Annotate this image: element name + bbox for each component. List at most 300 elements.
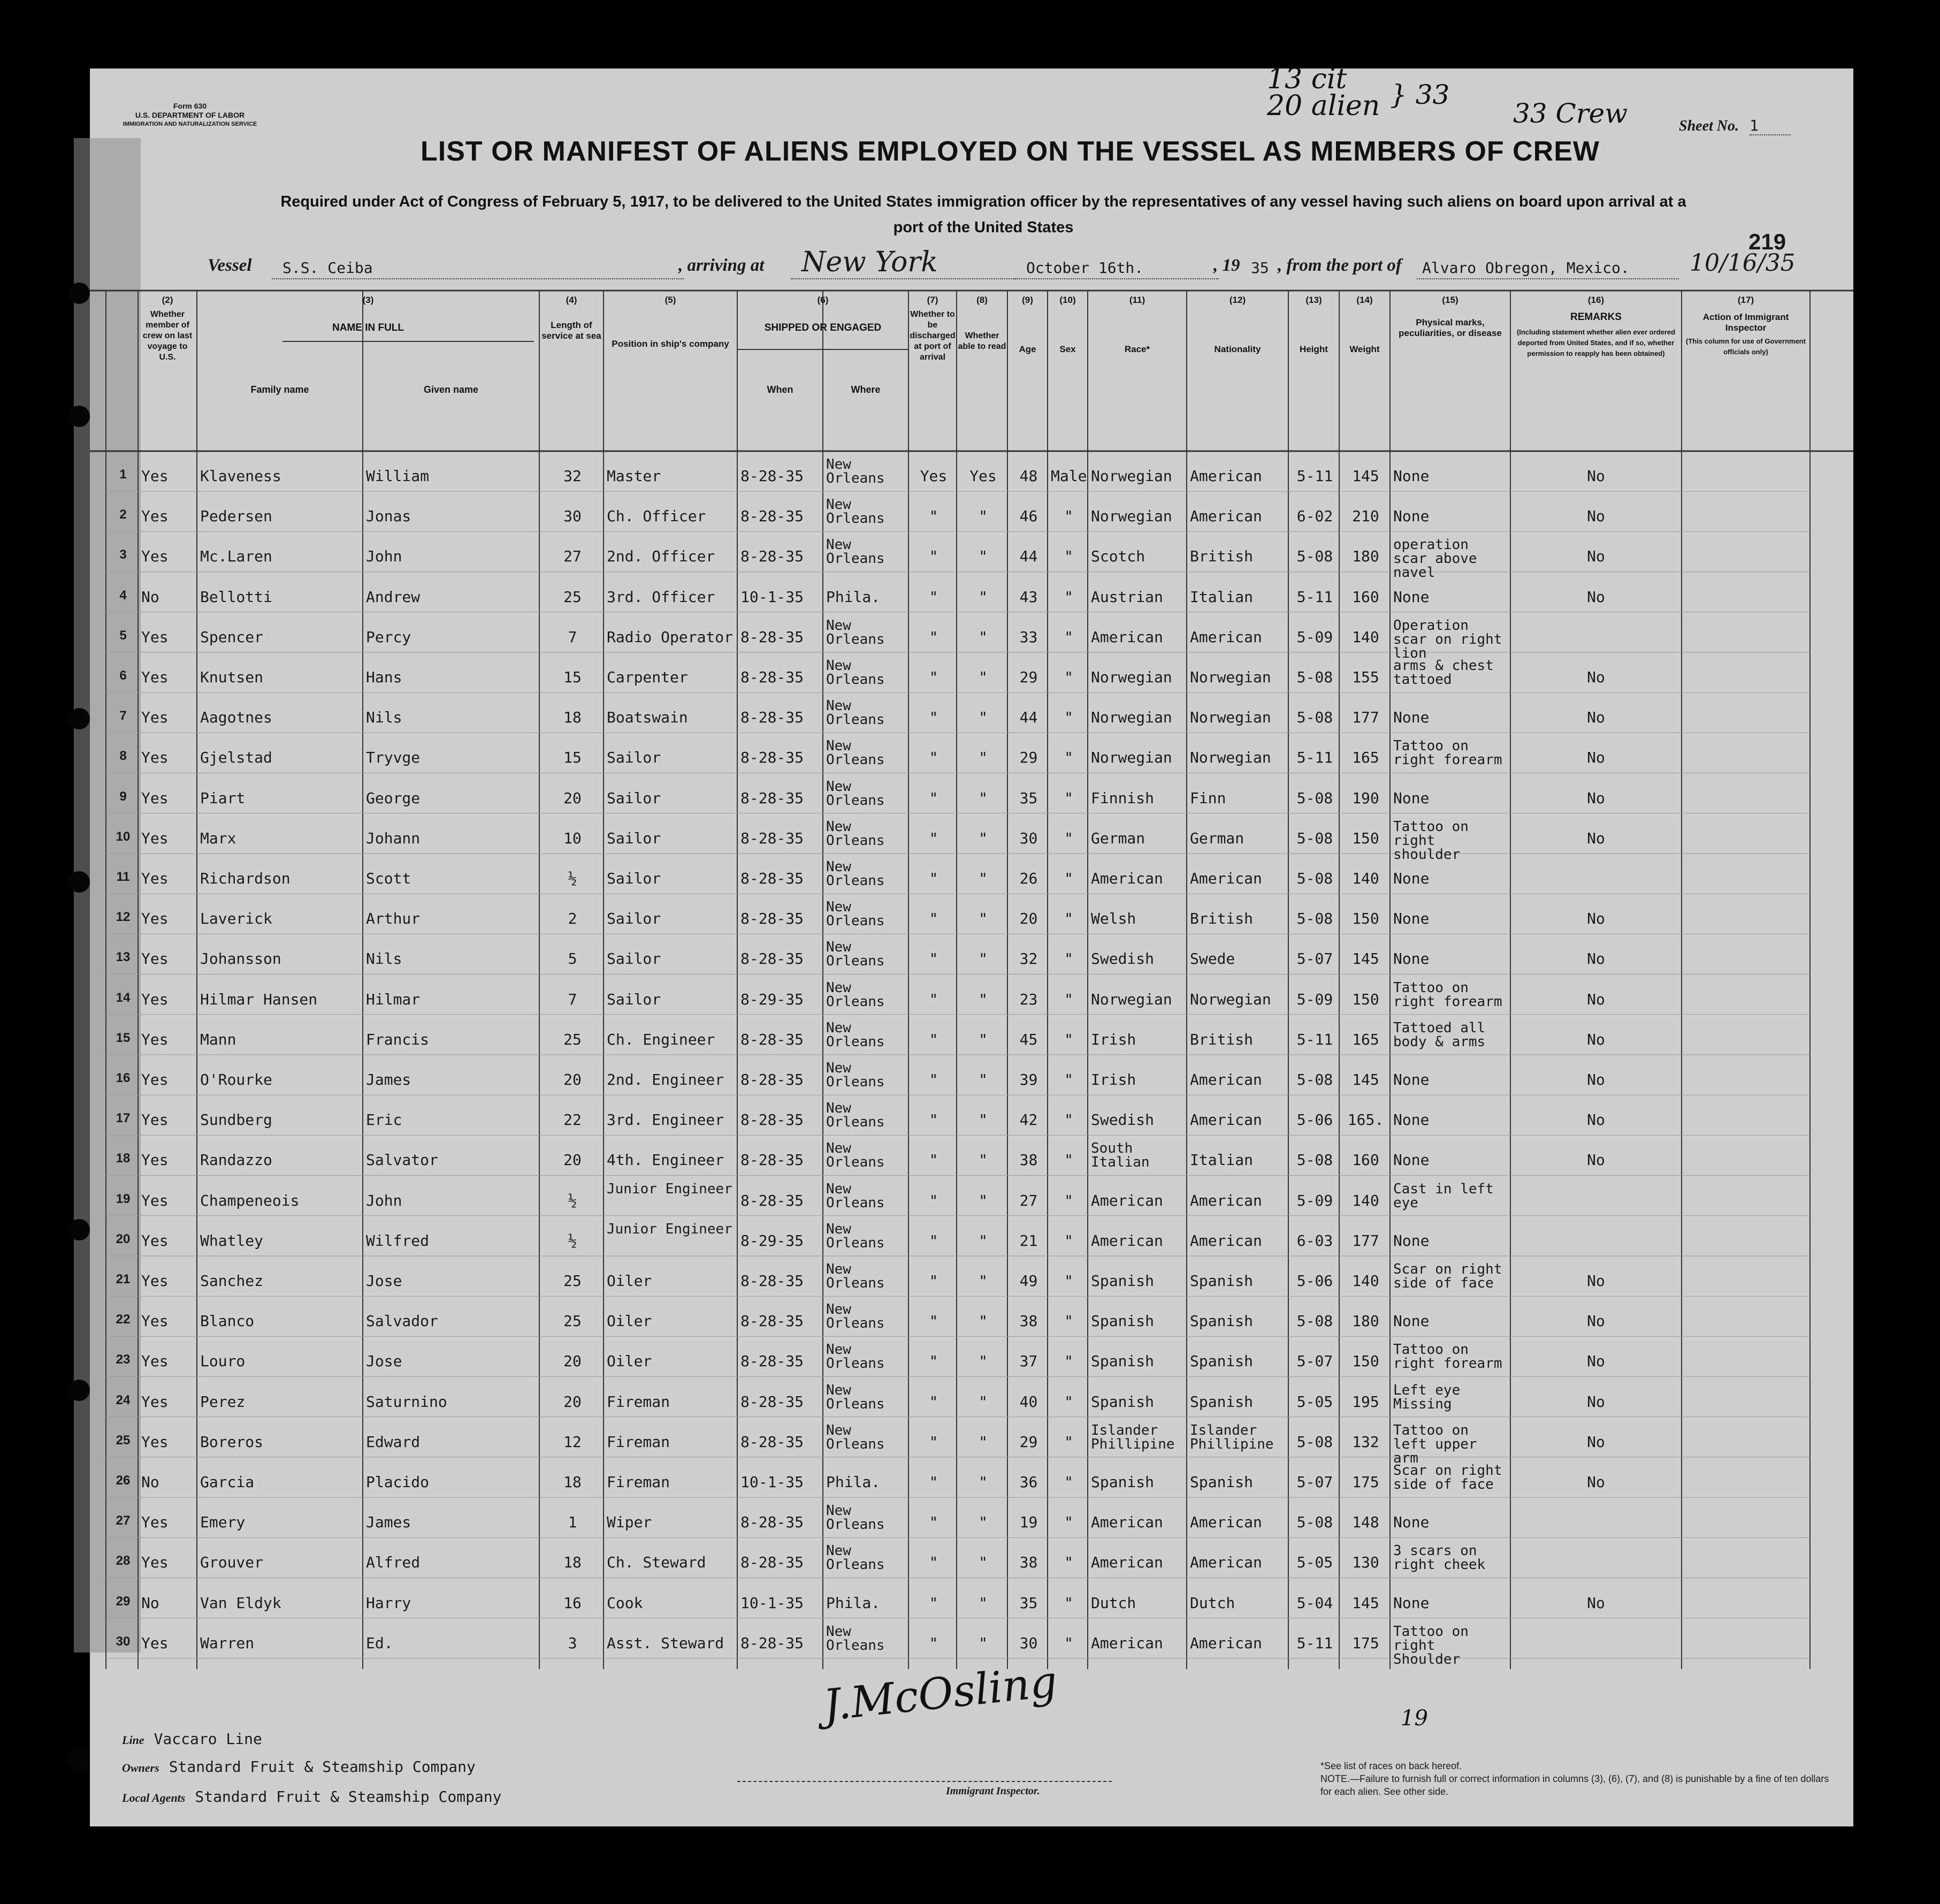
cell-age: 46 — [1019, 507, 1038, 525]
cell-service: 5 — [568, 950, 577, 968]
cell-height: 5-11 — [1296, 1030, 1333, 1048]
cell-where: Phila. — [826, 1594, 881, 1612]
cell-n: 24 — [116, 1392, 131, 1407]
cell-read: " — [979, 1272, 988, 1290]
cell-sex: " — [1064, 749, 1073, 767]
cell-where: New Orleans — [826, 617, 885, 648]
cell-marks: Tattoo on right forearm — [1393, 979, 1502, 1010]
cell-where: New Orleans — [826, 1019, 885, 1050]
cell-position: Sailor — [607, 789, 661, 807]
cell-disch: " — [929, 829, 938, 847]
year-value: 35 — [1251, 259, 1269, 277]
cell-height: 5-08 — [1296, 547, 1333, 566]
cell-disch: " — [929, 749, 938, 767]
cell-nat: Spanish — [1190, 1473, 1254, 1491]
cell-height: 5-08 — [1296, 1312, 1333, 1330]
cell-marks: None — [1393, 588, 1430, 606]
cell-age: 48 — [1019, 467, 1038, 485]
cell-when: 8-28-35 — [740, 870, 804, 887]
cell-nat: American — [1190, 467, 1262, 485]
cell-read: " — [979, 789, 988, 807]
cell-disch: " — [929, 1312, 938, 1330]
cell-last: Yes — [141, 709, 169, 727]
cell-race: Finnish — [1091, 789, 1155, 807]
cell-n: 1 — [119, 467, 127, 482]
cell-marks: None — [1393, 789, 1430, 807]
cell-n: 9 — [119, 789, 127, 804]
cell-when: 8-29-35 — [740, 990, 804, 1008]
cell-height: 6-03 — [1296, 1231, 1333, 1250]
cell-sex: " — [1064, 829, 1073, 847]
cell-age: 43 — [1019, 588, 1038, 606]
cell-nat: American — [1190, 1634, 1262, 1652]
header-position: Position in ship's company — [612, 339, 729, 349]
cell-sex: " — [1064, 507, 1073, 525]
cell-when: 8-28-35 — [740, 1392, 804, 1411]
cell-last: Yes — [141, 749, 169, 767]
column-number: (8) — [976, 295, 988, 305]
column-number: (5) — [665, 295, 676, 305]
cell-when: 8-28-35 — [740, 749, 804, 767]
cell-family: Bellotti — [200, 588, 272, 606]
cell-disch: " — [929, 709, 938, 727]
cell-disch: " — [929, 1634, 938, 1652]
cell-sex: " — [1064, 870, 1073, 887]
cell-when: 8-28-35 — [740, 668, 804, 686]
cell-remarks: No — [1587, 1473, 1605, 1491]
cell-height: 5-08 — [1296, 789, 1333, 807]
cell-nat: Finn — [1190, 789, 1226, 807]
cell-position: Junior Engineer — [607, 1221, 732, 1237]
cell-sex: " — [1064, 1553, 1073, 1572]
cell-family: Gjelstad — [200, 749, 272, 767]
cell-marks: None — [1393, 1513, 1430, 1532]
cell-sex: " — [1064, 789, 1073, 807]
cell-n: 22 — [116, 1312, 131, 1327]
cell-last: Yes — [141, 467, 169, 485]
cell-given: Johann — [366, 829, 421, 847]
cell-when: 8-28-35 — [740, 829, 804, 847]
cell-sex: " — [1064, 1594, 1073, 1612]
cell-read: " — [979, 668, 988, 686]
cell-remarks: No — [1587, 1433, 1605, 1451]
cell-given: Edward — [366, 1433, 421, 1451]
inspector-signature: J.McOsling — [821, 1656, 1060, 1731]
cell-position: Oiler — [607, 1272, 652, 1290]
cell-marks: None — [1393, 950, 1430, 968]
cell-last: Yes — [141, 1231, 169, 1250]
cell-nat: Islander Phillipine — [1190, 1422, 1274, 1452]
cell-weight: 165. — [1347, 1111, 1384, 1129]
cell-height: 5-04 — [1296, 1594, 1333, 1612]
cell-weight: 155 — [1352, 668, 1379, 686]
column-number: (4) — [566, 295, 577, 305]
cell-nat: Norwegian — [1190, 990, 1271, 1008]
cell-age: 21 — [1019, 1231, 1038, 1250]
cell-age: 33 — [1019, 628, 1038, 646]
agents-label: Local Agents — [122, 1791, 186, 1804]
cell-when: 8-28-35 — [740, 910, 804, 928]
cell-when: 8-28-35 — [740, 1071, 804, 1088]
cell-disch: " — [929, 547, 938, 566]
cell-height: 5-06 — [1296, 1111, 1333, 1129]
cell-disch: " — [929, 1030, 938, 1048]
cell-position: Asst. Steward — [607, 1634, 724, 1652]
cell-weight: 175 — [1352, 1634, 1379, 1652]
cell-family: Boreros — [200, 1433, 264, 1451]
cell-family: Emery — [200, 1513, 246, 1532]
cell-service: 20 — [563, 789, 582, 807]
cell-nat: British — [1190, 910, 1254, 928]
cell-position: 2nd. Officer — [607, 547, 715, 566]
cell-where: New Orleans — [826, 778, 885, 809]
header-physical-marks: Physical marks, peculiarities, or disease — [1399, 317, 1502, 338]
cell-marks: None — [1393, 1594, 1430, 1612]
cell-family: Knutsen — [200, 668, 264, 686]
cell-position: Ch. Steward — [607, 1553, 706, 1572]
cell-last: Yes — [141, 950, 169, 968]
cell-family: Champeneois — [200, 1191, 300, 1209]
cell-given: Wilfred — [366, 1231, 430, 1250]
cell-remarks: No — [1587, 1392, 1605, 1411]
cell-given: Jonas — [366, 507, 411, 525]
cell-n: 20 — [116, 1231, 131, 1246]
form-number: Form 630 — [173, 102, 207, 110]
cell-race: Irish — [1091, 1030, 1136, 1048]
cell-race: American — [1091, 628, 1163, 646]
cell-race: Spanish — [1091, 1352, 1155, 1370]
owners-label: Owners — [122, 1761, 159, 1774]
header-when: When — [767, 384, 793, 395]
cell-weight: 132 — [1352, 1433, 1379, 1451]
cell-marks: Tattoo on right forearm — [1393, 1342, 1502, 1372]
cell-remarks: No — [1587, 588, 1605, 606]
cell-race: Austrian — [1091, 588, 1163, 606]
cell-service: 27 — [563, 547, 582, 566]
cell-given: John — [366, 1191, 402, 1209]
footer-line — [122, 1730, 262, 1748]
cell-nat: American — [1190, 1513, 1262, 1532]
cell-age: 40 — [1019, 1392, 1038, 1411]
cell-disch: " — [929, 628, 938, 646]
cell-where: New Orleans — [826, 1181, 885, 1211]
cell-position: Sailor — [607, 870, 661, 887]
cell-read: " — [979, 1513, 988, 1532]
cell-disch: " — [929, 1151, 938, 1169]
cell-race: Scotch — [1091, 547, 1145, 566]
column-number: (14) — [1356, 295, 1373, 305]
header-action-detail: (This column for use of Government officials only) — [1686, 337, 1806, 356]
cell-family: Van Eldyk — [200, 1594, 281, 1612]
cell-when: 8-28-35 — [740, 709, 804, 727]
cell-marks: 3 scars on right cheek — [1393, 1543, 1486, 1573]
cell-race: Islander Phillipine — [1091, 1422, 1175, 1452]
cell-n: 6 — [119, 668, 127, 683]
cell-service: 3 — [568, 1634, 577, 1652]
cell-height: 5-05 — [1296, 1553, 1333, 1572]
column-number: (7) — [927, 295, 938, 305]
cell-height: 5-09 — [1296, 1191, 1333, 1209]
cell-where: New Orleans — [826, 1342, 885, 1372]
cell-last: Yes — [141, 1272, 169, 1290]
cell-family: Grouver — [200, 1553, 264, 1572]
cell-sex: " — [1064, 990, 1073, 1008]
cell-height: 5-09 — [1296, 628, 1333, 646]
cell-n: 15 — [116, 1030, 131, 1045]
cell-race: Norwegian — [1091, 709, 1172, 727]
cell-race: Spanish — [1091, 1473, 1155, 1491]
cell-weight: 145 — [1352, 467, 1379, 485]
cell-age: 36 — [1019, 1473, 1038, 1491]
cell-weight: 150 — [1352, 1352, 1379, 1370]
cell-given: Eric — [366, 1111, 402, 1129]
cell-remarks: No — [1587, 1272, 1605, 1290]
cell-when: 10-1-35 — [740, 588, 804, 606]
cell-marks: arms & chest tattoed — [1393, 658, 1494, 688]
cell-service: 12 — [563, 1433, 582, 1451]
cell-sex: " — [1064, 1272, 1073, 1290]
cell-weight: 210 — [1352, 507, 1379, 525]
cell-service: 32 — [563, 467, 582, 485]
cell-read: " — [979, 1231, 988, 1250]
cell-height: 5-11 — [1296, 1634, 1333, 1652]
cell-remarks: No — [1587, 1151, 1605, 1169]
cell-marks: Left eye Missing — [1393, 1382, 1461, 1412]
cell-nat: Spanish — [1190, 1352, 1254, 1370]
cell-n: 13 — [116, 950, 131, 965]
cell-sex: " — [1064, 668, 1073, 686]
cell-height: 5-07 — [1296, 950, 1333, 968]
cell-race: American — [1091, 1634, 1163, 1652]
cell-where: New Orleans — [826, 1503, 885, 1533]
cell-family: Mann — [200, 1030, 236, 1048]
vessel-name: S.S. Ceiba — [282, 259, 373, 277]
inspector-label: Immigrant Inspector. — [946, 1785, 1040, 1797]
column-number: (17) — [1737, 295, 1754, 305]
cell-read: " — [979, 1312, 988, 1330]
cell-disch: " — [929, 870, 938, 887]
cell-given: Harry — [366, 1594, 411, 1612]
cell-where: New Orleans — [826, 1140, 885, 1171]
cell-remarks: No — [1587, 749, 1605, 767]
cell-given: John — [366, 547, 402, 566]
cell-when: 8-28-35 — [740, 1030, 804, 1048]
header-weight: Weight — [1349, 344, 1380, 354]
cell-n: 21 — [116, 1272, 131, 1286]
cell-age: 35 — [1019, 1594, 1038, 1612]
cell-given: Jose — [366, 1272, 402, 1290]
cell-remarks: No — [1587, 467, 1605, 485]
column-number: (13) — [1305, 295, 1322, 305]
cell-position: Ch. Officer — [607, 507, 706, 525]
cell-n: 17 — [116, 1111, 131, 1126]
arrival-date: October 16th. — [1026, 259, 1144, 277]
cell-disch: " — [929, 789, 938, 807]
cell-race: American — [1091, 1191, 1163, 1209]
cell-last: No — [141, 1594, 159, 1612]
cell-given: Andrew — [366, 588, 421, 606]
cell-service: 30 — [563, 507, 582, 525]
footnote-penalty: NOTE.—Failure to furnish full or correct information in columns (3), (6), (7), and (8) is punishable by a fine of ten dollars for each alien. See other side. — [1320, 1773, 1829, 1797]
page-number: 219 — [1748, 229, 1786, 254]
cell-family: Mc.Laren — [200, 547, 272, 566]
header-discharged: Whether to be discharged at port of arrival — [910, 310, 956, 362]
cell-given: Salvator — [366, 1151, 438, 1169]
cell-marks: None — [1393, 1111, 1430, 1129]
cell-age: 29 — [1019, 668, 1038, 686]
cell-race: Norwegian — [1091, 668, 1172, 686]
cell-height: 6-02 — [1296, 507, 1333, 525]
cell-age: 30 — [1019, 829, 1038, 847]
header-age: Age — [1019, 344, 1036, 354]
cell-when: 8-28-35 — [740, 1191, 804, 1209]
cell-weight: 148 — [1352, 1513, 1379, 1532]
cell-marks: None — [1393, 1071, 1430, 1088]
cell-position: 3rd. Engineer — [607, 1111, 724, 1129]
from-port: Alvaro Obregon, Mexico. — [1422, 259, 1630, 277]
cell-given: James — [366, 1071, 411, 1088]
cell-service: ½ — [568, 1191, 577, 1209]
cell-family: Whatley — [200, 1231, 264, 1250]
cell-disch: " — [929, 910, 938, 928]
cell-disch: " — [929, 1231, 938, 1250]
cell-age: 49 — [1019, 1272, 1038, 1290]
cell-marks: None — [1393, 1151, 1430, 1169]
cell-sex: Male — [1051, 467, 1087, 485]
vessel-label: Vessel — [208, 256, 252, 275]
cell-race: Norwegian — [1091, 749, 1172, 767]
cell-nat: American — [1190, 870, 1262, 887]
column-number: (10) — [1059, 295, 1076, 305]
cell-nat: British — [1190, 1030, 1254, 1048]
cell-position: Sailor — [607, 950, 661, 968]
cell-last: Yes — [141, 1392, 169, 1411]
cell-race: Welsh — [1091, 910, 1136, 928]
cell-nat: American — [1190, 1111, 1262, 1129]
cell-remarks: No — [1587, 507, 1605, 525]
cell-nat: British — [1190, 547, 1254, 566]
cell-last: Yes — [141, 1352, 169, 1370]
cell-sex: " — [1064, 1071, 1073, 1088]
cell-nat: Spanish — [1190, 1272, 1254, 1290]
cell-sex: " — [1064, 1151, 1073, 1169]
signature-line — [737, 1781, 1112, 1782]
cell-nat: Norwegian — [1190, 668, 1271, 686]
cell-given: William — [366, 467, 430, 485]
cell-height: 5-08 — [1296, 1433, 1333, 1451]
handwritten-count-a: 13 cit — [1267, 63, 1347, 95]
header-name-in-full: NAME IN FULL — [332, 322, 404, 333]
handwritten-19: 19 — [1401, 1706, 1428, 1731]
cell-read: " — [979, 709, 988, 727]
cell-service: 20 — [563, 1151, 582, 1169]
cell-last: Yes — [141, 1191, 169, 1209]
column-number: (12) — [1229, 295, 1246, 305]
cell-sex: " — [1064, 1231, 1073, 1250]
cell-disch: " — [929, 507, 938, 525]
cell-given: Percy — [366, 628, 411, 646]
cell-read: " — [979, 1473, 988, 1491]
sheet-label: Sheet No. — [1679, 118, 1739, 134]
cell-last: Yes — [141, 1433, 169, 1451]
cell-race: Norwegian — [1091, 990, 1172, 1008]
cell-position: Sailor — [607, 829, 661, 847]
cell-height: 5-08 — [1296, 709, 1333, 727]
cell-given: Francis — [366, 1030, 430, 1048]
cell-nat: American — [1190, 1191, 1262, 1209]
header-remarks-detail: (Including statement whether alien ever ordered deported from United States, and if so, whether permission to reapply has been obtained) — [1516, 328, 1676, 357]
year-prefix: , 19 — [1213, 256, 1240, 275]
cell-height: 5-08 — [1296, 870, 1333, 887]
cell-last: Yes — [141, 668, 169, 686]
cell-where: New Orleans — [826, 456, 885, 486]
cell-age: 39 — [1019, 1071, 1038, 1088]
column-number: (16) — [1587, 295, 1605, 305]
cell-service: 7 — [568, 990, 577, 1008]
cell-weight: 177 — [1352, 709, 1379, 727]
cell-age: 30 — [1019, 1634, 1038, 1652]
cell-read: " — [979, 829, 988, 847]
cell-remarks: No — [1587, 668, 1605, 686]
cell-sex: " — [1064, 1433, 1073, 1451]
cell-n: 10 — [116, 829, 131, 844]
cell-weight: 140 — [1352, 1272, 1379, 1290]
cell-remarks: No — [1587, 1352, 1605, 1370]
sheet-value: 1 — [1750, 117, 1791, 135]
cell-when: 8-28-35 — [740, 1513, 804, 1532]
cell-read: " — [979, 950, 988, 968]
cell-when: 8-28-35 — [740, 1151, 804, 1169]
cell-n: 29 — [116, 1594, 131, 1609]
cell-n: 26 — [116, 1473, 131, 1488]
cell-weight: 195 — [1352, 1392, 1379, 1411]
cell-height: 5-08 — [1296, 910, 1333, 928]
cell-age: 29 — [1019, 1433, 1038, 1451]
cell-nat: Dutch — [1190, 1594, 1235, 1612]
handwritten-date: 10/16/35 — [1690, 249, 1796, 277]
cell-marks: None — [1393, 910, 1430, 928]
cell-n: 3 — [119, 547, 127, 562]
cell-marks: Tattoed all body & arms — [1393, 1019, 1486, 1050]
cell-height: 5-06 — [1296, 1272, 1333, 1290]
cell-when: 8-28-35 — [740, 950, 804, 968]
cell-given: Ed. — [366, 1634, 393, 1652]
cell-last: Yes — [141, 1111, 169, 1129]
cell-weight: 145 — [1352, 950, 1379, 968]
cell-disch: " — [929, 1433, 938, 1451]
cell-weight: 165 — [1352, 749, 1379, 767]
cell-family: Blanco — [200, 1312, 255, 1330]
cell-last: No — [141, 588, 159, 606]
agents-value: Standard Fruit & Steamship Company — [195, 1788, 502, 1806]
cell-position: Master — [607, 467, 661, 485]
cell-last: Yes — [141, 789, 169, 807]
cell-when: 8-28-35 — [740, 1433, 804, 1451]
cell-service: 1 — [568, 1513, 577, 1532]
cell-family: Marx — [200, 829, 236, 847]
cell-nat: American — [1190, 507, 1262, 525]
cell-service: 25 — [563, 1030, 582, 1048]
cell-family: Garcia — [200, 1473, 255, 1491]
cell-marks: None — [1393, 507, 1430, 525]
cell-marks: operation scar above navel — [1393, 537, 1477, 581]
cell-n: 19 — [116, 1191, 131, 1206]
cell-position: 3rd. Officer — [607, 588, 715, 606]
cell-read: " — [979, 1151, 988, 1169]
cell-marks: Tattoo on left upper arm — [1393, 1422, 1477, 1466]
header-height: Height — [1300, 344, 1328, 354]
header-family-name: Family name — [250, 384, 309, 395]
